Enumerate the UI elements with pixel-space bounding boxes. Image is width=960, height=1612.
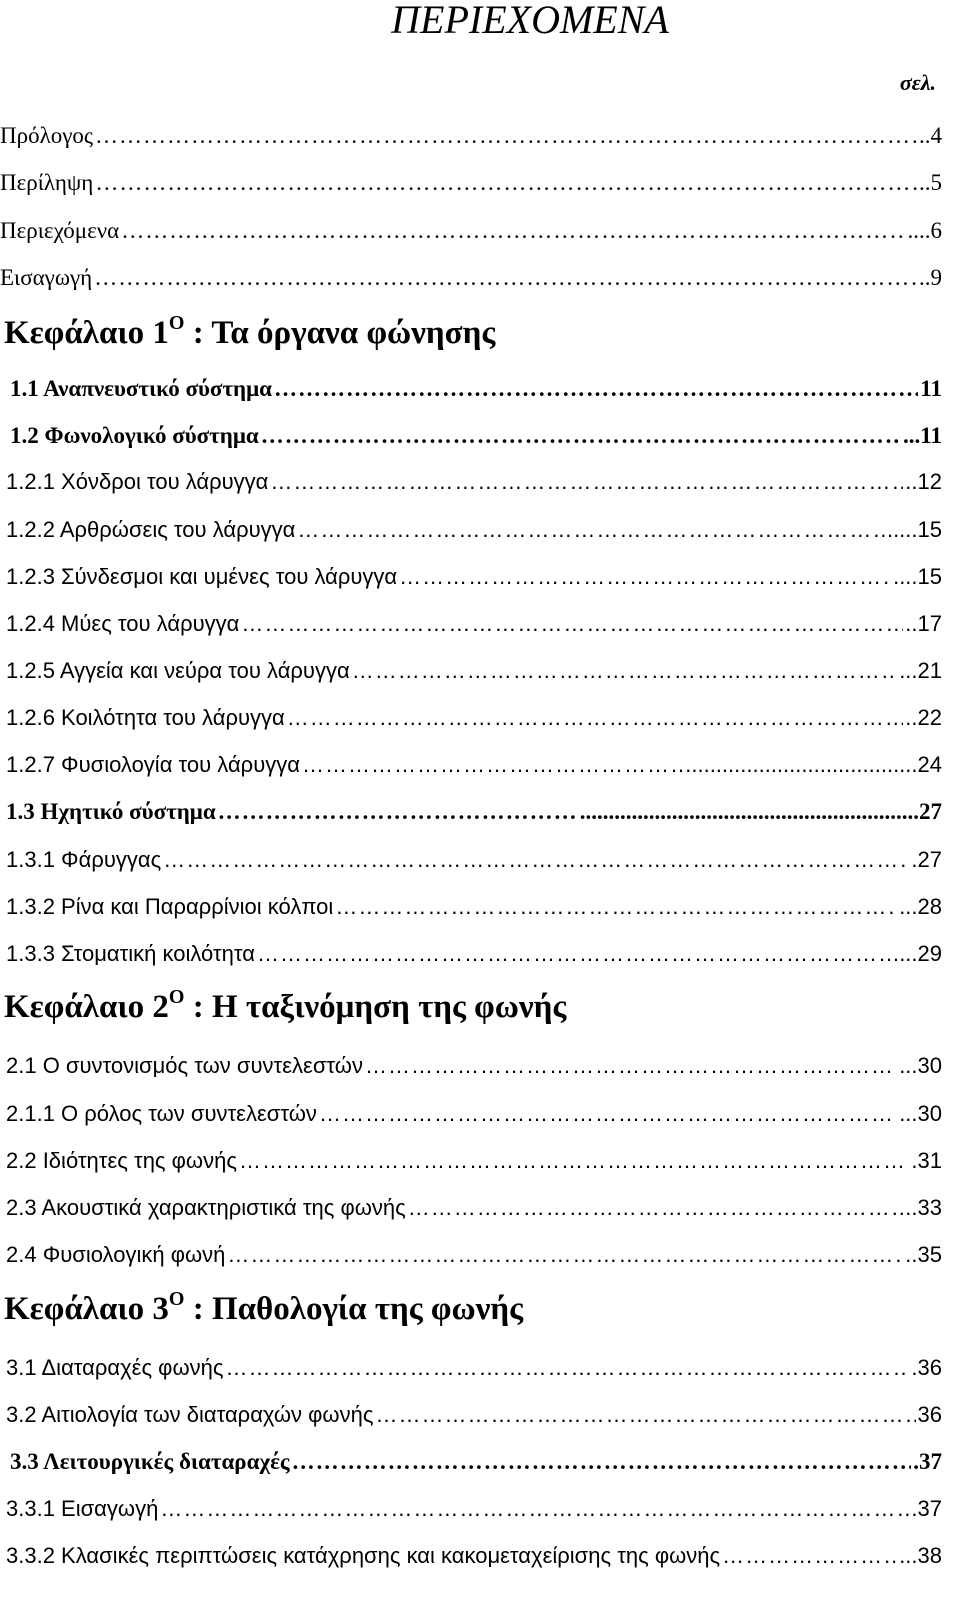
toc-entry-page: .....15 xyxy=(886,517,942,542)
toc-entry[interactable] xyxy=(6,598,942,638)
toc-entry-page: ...29 xyxy=(899,941,942,966)
dot-leader xyxy=(297,516,885,544)
chapter-title: : Τα όργανα φώνησης xyxy=(184,315,496,351)
toc-entry[interactable] xyxy=(0,205,942,245)
toc-entry-label: 1.2.7 Φυσιολογία του λάρυγγα xyxy=(6,752,300,777)
toc-entry[interactable] xyxy=(6,1389,942,1429)
toc-entry-page: 11 xyxy=(920,376,942,401)
toc-entry-page: ..9 xyxy=(919,265,942,290)
dot-leader xyxy=(365,1052,897,1080)
toc-entry-page: ..12 xyxy=(905,469,942,494)
chapter-title: : Παθολογία της φωνής xyxy=(184,1291,524,1327)
toc-entry-label: 1.2.3 Σύνδεσμοι και υμένες του λάρυγγα xyxy=(6,564,398,589)
dot-leader xyxy=(227,1241,903,1269)
dot-leader xyxy=(94,264,917,292)
dot-leader xyxy=(399,563,891,591)
dot-leader xyxy=(239,1147,909,1175)
toc-entry-label: 2.1 Ο συντονισμός των συντελεστών xyxy=(6,1053,363,1078)
dot-leader xyxy=(241,610,903,638)
chapter-ordinal: Ο xyxy=(168,986,185,1008)
chapter-prefix: Κεφάλαιο 3 xyxy=(4,1291,169,1327)
toc-entry[interactable] xyxy=(6,1342,942,1382)
toc-entry-page: ..4 xyxy=(919,123,942,148)
dot-leader xyxy=(287,704,904,732)
toc-entry-page: ...30 xyxy=(899,1053,942,1078)
toc-entry[interactable] xyxy=(6,1182,942,1222)
toc-entry-label: 3.3 Λειτουργικές διαταραχές xyxy=(10,1449,290,1474)
toc-entry-page: ..22 xyxy=(905,705,942,730)
toc-entry[interactable] xyxy=(6,834,942,874)
toc-entry-page: .36 xyxy=(911,1355,942,1380)
chapter-title: : Η ταξινόμηση της φωνής xyxy=(184,989,567,1025)
chapter-heading xyxy=(4,298,960,351)
toc-entry-label: 2.3 Ακουστικά χαρακτηριστικά της φωνής xyxy=(6,1195,406,1220)
dot-leader xyxy=(95,122,917,150)
toc-entry-page: ..33 xyxy=(905,1195,942,1220)
toc-entry[interactable] xyxy=(6,881,942,921)
toc-entry-page: ...38 xyxy=(899,1543,942,1568)
toc-entry-label: Περίληψη xyxy=(0,170,94,195)
toc-entry-label: Πρόλογος xyxy=(0,123,94,148)
toc-entry[interactable] xyxy=(6,786,942,826)
toc-entry-page: ...........................................................27 xyxy=(579,799,942,824)
dot-leader xyxy=(722,1542,897,1570)
dot-leader xyxy=(163,846,909,874)
toc-entry[interactable] xyxy=(6,1483,942,1523)
toc-entry-label: 1.2.1 Χόνδροι του λάρυγγα xyxy=(6,469,269,494)
toc-entry-page: ...28 xyxy=(899,894,942,919)
toc-entry-page: .31 xyxy=(911,1148,942,1173)
toc-entry[interactable] xyxy=(6,504,942,544)
chapter-ordinal: Ο xyxy=(168,312,185,334)
dot-leader xyxy=(302,751,683,779)
dot-leader xyxy=(352,657,898,685)
toc-entry-label: 1.2.4 Μύες του λάρυγγα xyxy=(6,611,240,636)
toc-entry-page: .37 xyxy=(913,1449,942,1474)
toc-entry-label: 3.3.2 Κλασικές περιπτώσεις κατάχρησης και κακομεταχείρισης της φωνής xyxy=(6,1543,721,1568)
toc-entry-label: 1.3.1 Φάρυγγας xyxy=(6,847,162,872)
dot-leader xyxy=(95,169,917,197)
toc-entry-label: 1.2.5 Αγγεία και νεύρα του λάρυγγα xyxy=(6,658,350,683)
toc-entry-label: 1.3 Ηχητικό σύστημα xyxy=(6,799,216,824)
toc-entry-label: 3.2 Αιτιολογία των διαταραχών φωνής xyxy=(6,1402,374,1427)
toc-entry-page: .37 xyxy=(911,1496,942,1521)
toc-entry[interactable] xyxy=(6,1040,942,1080)
toc-entry-page: ...21 xyxy=(899,658,942,683)
toc-entry[interactable] xyxy=(0,252,942,292)
toc-entry[interactable] xyxy=(6,1088,942,1128)
toc-entry-page: ...30 xyxy=(899,1101,942,1126)
toc-entry[interactable] xyxy=(0,110,942,150)
page-title: ΠΕΡΙΕΧΟΜΕΝΑ xyxy=(391,0,669,42)
dot-leader xyxy=(270,468,903,496)
chapter-heading xyxy=(4,1274,960,1327)
toc-entry[interactable] xyxy=(6,1229,942,1269)
toc-entry[interactable] xyxy=(6,1135,942,1175)
toc-entry-page: ....6 xyxy=(907,218,942,243)
toc-entry-label: 1.2.2 Αρθρώσεις του λάρυγγα xyxy=(6,517,296,542)
dot-leader xyxy=(121,217,905,245)
toc-entry-page: 36 xyxy=(917,1402,942,1427)
dot-leader xyxy=(225,1354,909,1382)
page-column-label: σελ. xyxy=(899,70,936,95)
dot-leader xyxy=(335,893,897,921)
toc-entry[interactable] xyxy=(10,410,942,450)
toc-entry[interactable] xyxy=(6,645,942,685)
toc-entry-page: ..35 xyxy=(905,1242,942,1267)
dot-leader xyxy=(319,1100,897,1128)
dot-leader xyxy=(274,375,918,403)
toc-entry-label: Εισαγωγή xyxy=(0,265,93,290)
toc-entry-page: ....15 xyxy=(893,564,942,589)
toc-entry-label: 1.2 Φωνολογικό σύστημα xyxy=(10,423,259,448)
toc-entry-label: 3.3.1 Εισαγωγή xyxy=(6,1496,159,1521)
toc-entry-label: 2.4 Φυσιολογική φωνή xyxy=(6,1242,226,1267)
toc-entry-label: 2.2 Ιδιότητες της φωνής xyxy=(6,1148,237,1173)
toc-entry-label: 1.2.6 Κοιλότητα του λάρυγγα xyxy=(6,705,285,730)
toc-entry[interactable] xyxy=(6,928,942,968)
toc-entry-label: 1.3.2 Ρίνα και Παραρρίνιοι κόλποι xyxy=(6,894,334,919)
toc-entry[interactable] xyxy=(6,551,942,591)
toc-entry-label: 3.1 Διαταραχές φωνής xyxy=(6,1355,224,1380)
toc-entry[interactable] xyxy=(10,1436,942,1476)
toc-entry-label: 2.1.1 Ο ρόλος των συντελεστών xyxy=(6,1101,317,1126)
toc-entry-label: 1.3.3 Στοματική κοιλότητα xyxy=(6,941,255,966)
dot-leader xyxy=(160,1495,909,1523)
toc-entry[interactable] xyxy=(6,456,942,496)
toc-entry[interactable] xyxy=(0,157,942,197)
toc-entry-page: ...11 xyxy=(903,423,942,448)
dot-leader xyxy=(261,422,901,450)
dot-leader xyxy=(375,1401,915,1429)
toc-entry-page: ..5 xyxy=(919,170,942,195)
dot-leader xyxy=(218,798,578,826)
dot-leader xyxy=(292,1448,912,1476)
chapter-prefix: Κεφάλαιο 1 xyxy=(4,315,169,351)
chapter-ordinal: Ο xyxy=(168,1288,185,1310)
toc-entry-page: ..17 xyxy=(905,611,942,636)
toc-entry[interactable] xyxy=(6,1530,942,1570)
toc-entry-page: ......................................24 xyxy=(685,752,942,777)
toc-entry[interactable] xyxy=(10,363,942,403)
toc-entry[interactable] xyxy=(6,739,942,779)
dot-leader xyxy=(408,1194,904,1222)
dot-leader xyxy=(257,940,897,968)
chapter-heading xyxy=(4,972,960,1025)
toc-entry-label: 1.1 Αναπνευστικό σύστημα xyxy=(10,376,272,401)
toc-entry-label: Περιεχόμενα xyxy=(0,218,120,243)
chapter-prefix: Κεφάλαιο 2 xyxy=(4,989,169,1025)
toc-entry-page: .27 xyxy=(911,847,942,872)
toc-entry[interactable] xyxy=(6,692,942,732)
